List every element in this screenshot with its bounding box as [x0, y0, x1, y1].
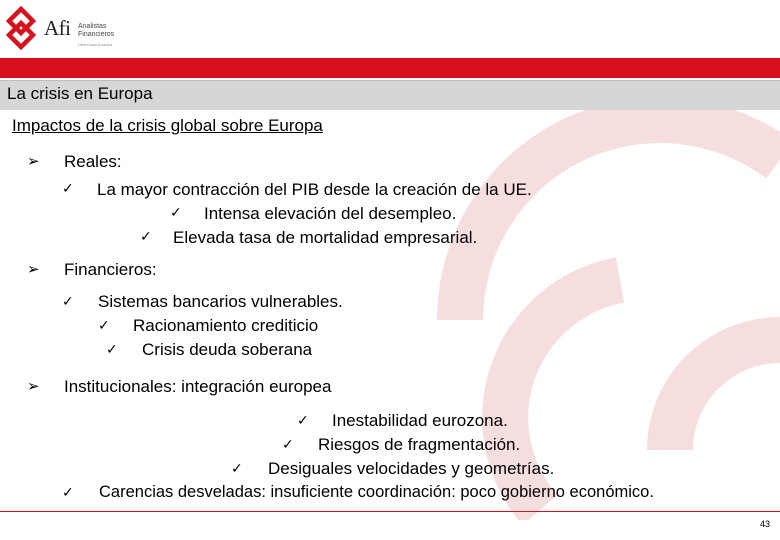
checkmark-icon: ✓ [231, 461, 243, 477]
afi-logo-mark-icon [4, 6, 38, 50]
page-number: 43 [759, 519, 770, 529]
bullet-institucionales-label: Institucionales: integración europea [64, 377, 332, 396]
institucionales-item-1: Inestabilidad eurozona. [332, 411, 508, 430]
institucionales-item-4: Carencias desveladas: insuficiente coordinación: poco gobierno económico. [99, 483, 654, 501]
bullet-reales-label: Reales: [64, 152, 122, 171]
institucionales-item-2: Riesgos de fragmentación. [318, 435, 521, 454]
footer-divider [0, 511, 780, 512]
logo-line-2: Financieros [78, 31, 115, 38]
arrow-bullet-icon: ➢ [27, 152, 40, 170]
checkmark-icon: ✓ [98, 318, 110, 334]
logo-brand: Afi [44, 16, 71, 40]
checkmark-icon: ✓ [297, 413, 309, 429]
financieros-item-1: Sistemas bancarios vulnerables. [98, 292, 343, 311]
reales-item-2: Intensa elevación del desempleo. [204, 204, 457, 223]
arrow-bullet-icon: ➢ [27, 377, 40, 395]
section-title: La crisis en Europa [7, 84, 153, 103]
slide-subtitle: Impactos de la crisis global sobre Europa [12, 116, 323, 135]
logo-line-3: Internacionales [78, 42, 113, 47]
arrow-bullet-icon: ➢ [27, 260, 40, 278]
checkmark-icon: ✓ [62, 181, 74, 197]
reales-item-1: La mayor contracción del PIB desde la creación de la UE. [97, 180, 532, 199]
header-red-bar [0, 58, 780, 78]
checkmark-icon: ✓ [62, 294, 74, 310]
checkmark-icon: ✓ [140, 229, 152, 245]
checkmark-icon: ✓ [106, 342, 118, 358]
logo-line-1: Analistas [78, 23, 107, 30]
afi-logo [4, 6, 144, 56]
bullet-financieros-label: Financieros: [64, 260, 157, 279]
checkmark-icon: ✓ [170, 205, 182, 221]
checkmark-icon: ✓ [62, 485, 74, 501]
reales-item-3: Elevada tasa de mortalidad empresarial. [173, 228, 478, 247]
financieros-item-3: Crisis deuda soberana [142, 340, 313, 359]
financieros-item-2: Racionamiento crediticio [133, 316, 319, 335]
checkmark-icon: ✓ [282, 437, 294, 453]
institucionales-item-3: Desiguales velocidades y geometrías. [268, 459, 555, 478]
